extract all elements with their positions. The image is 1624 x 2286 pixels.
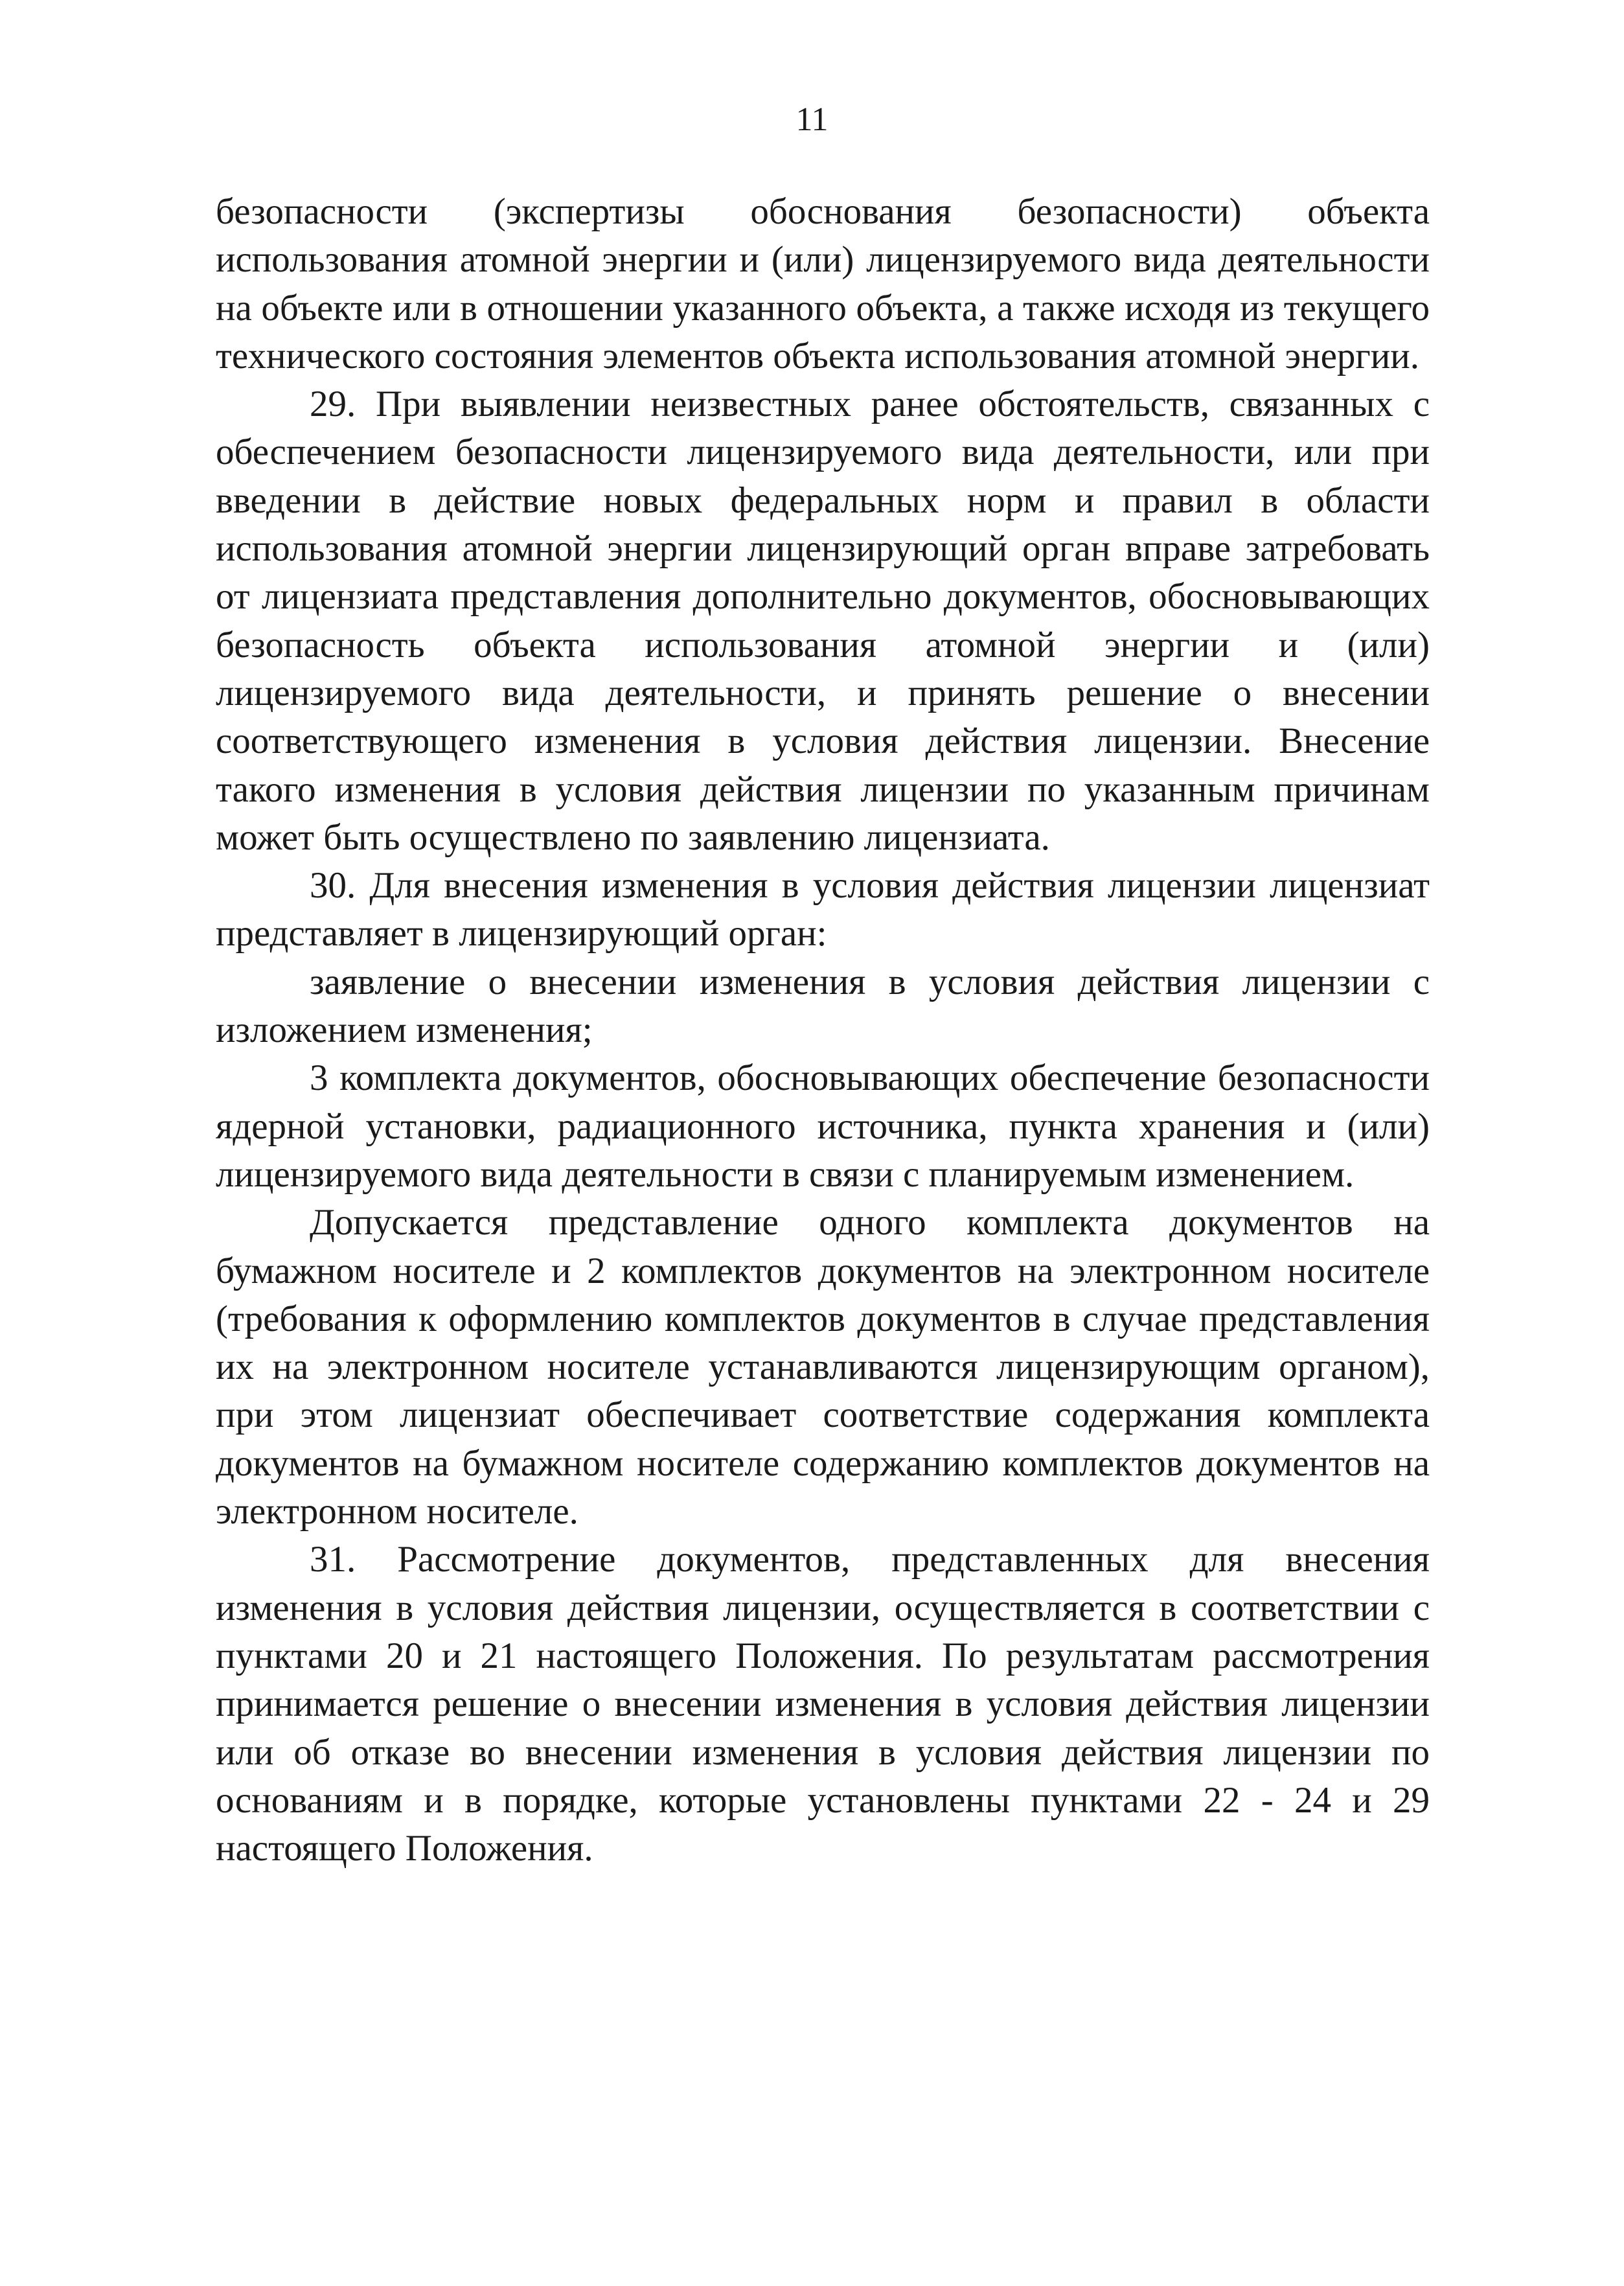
paragraph-30-electronic-copies: Допускается представление одного комплекта документов на бумажном носителе и 2 комплектов документов на электронном носителе (требования к оформлению комплектов документов в случае представления их на электронном носителе устанавливаются лицензирующим органом), при этом лицензиат обеспечивает соответствие содержания комплекта документов на бумажном носителе содержанию комплектов документов на электронном носителе. <box>216 1202 1430 1532</box>
paragraph-continuation: безопасности (экспертизы обоснования безопасности) объекта использования атомной энергии и (или) лицензируемого вида деятельности на объекте или в отношении указанного объекта, а также исходя из текущего технического состояния элементов объекта использования атомной энергии. <box>216 191 1430 376</box>
paragraph-29: 29. При выявлении неизвестных ранее обстоятельств, связанных с обеспечением безопасности лицензируемого вида деятельности, или при введении в действие новых федеральных норм и правил в области использования атомной энергии лицензирующий орган вправе затребовать от лицензиата представления дополнительно документов, обосновывающих безопасность объекта использования атомной энергии и (или) лицензируемого вида деятельности, и принять решение о внесении соответствующего изменения в условия действия лицензии. Внесение такого изменения в условия действия лицензии по указанным причинам может быть осуществлено по заявлению лицензиата. <box>216 384 1430 858</box>
paragraph-30-item-documents: 3 комплекта документов, обосновывающих обеспечение безопасности ядерной установки, радиационного источника, пункта хранения и (или) лицензируемого вида деятельности в связи с планируемым изменением. <box>216 1057 1430 1195</box>
paragraph-30: 30. Для внесения изменения в условия действия лицензии лицензиат представляет в лицензирующий орган: <box>216 865 1430 954</box>
paragraph-30-item-application: заявление о внесении изменения в условия действия лицензии с изложением изменения; <box>216 961 1430 1051</box>
paragraph-31: 31. Рассмотрение документов, представленных для внесения изменения в условия действия лицензии, осуществляется в соответствии с пунктами 20 и 21 настоящего Положения. По результатам рассмотрения принимается решение о внесении изменения в условия действия лицензии или об отказе во внесении изменения в условия действия лицензии по основаниям и в порядке, которые установлены пунктами 22 - 24 и 29 настоящего Положения. <box>216 1539 1430 1869</box>
document-body <box>216 188 1430 1873</box>
page-number: 11 <box>795 101 829 138</box>
